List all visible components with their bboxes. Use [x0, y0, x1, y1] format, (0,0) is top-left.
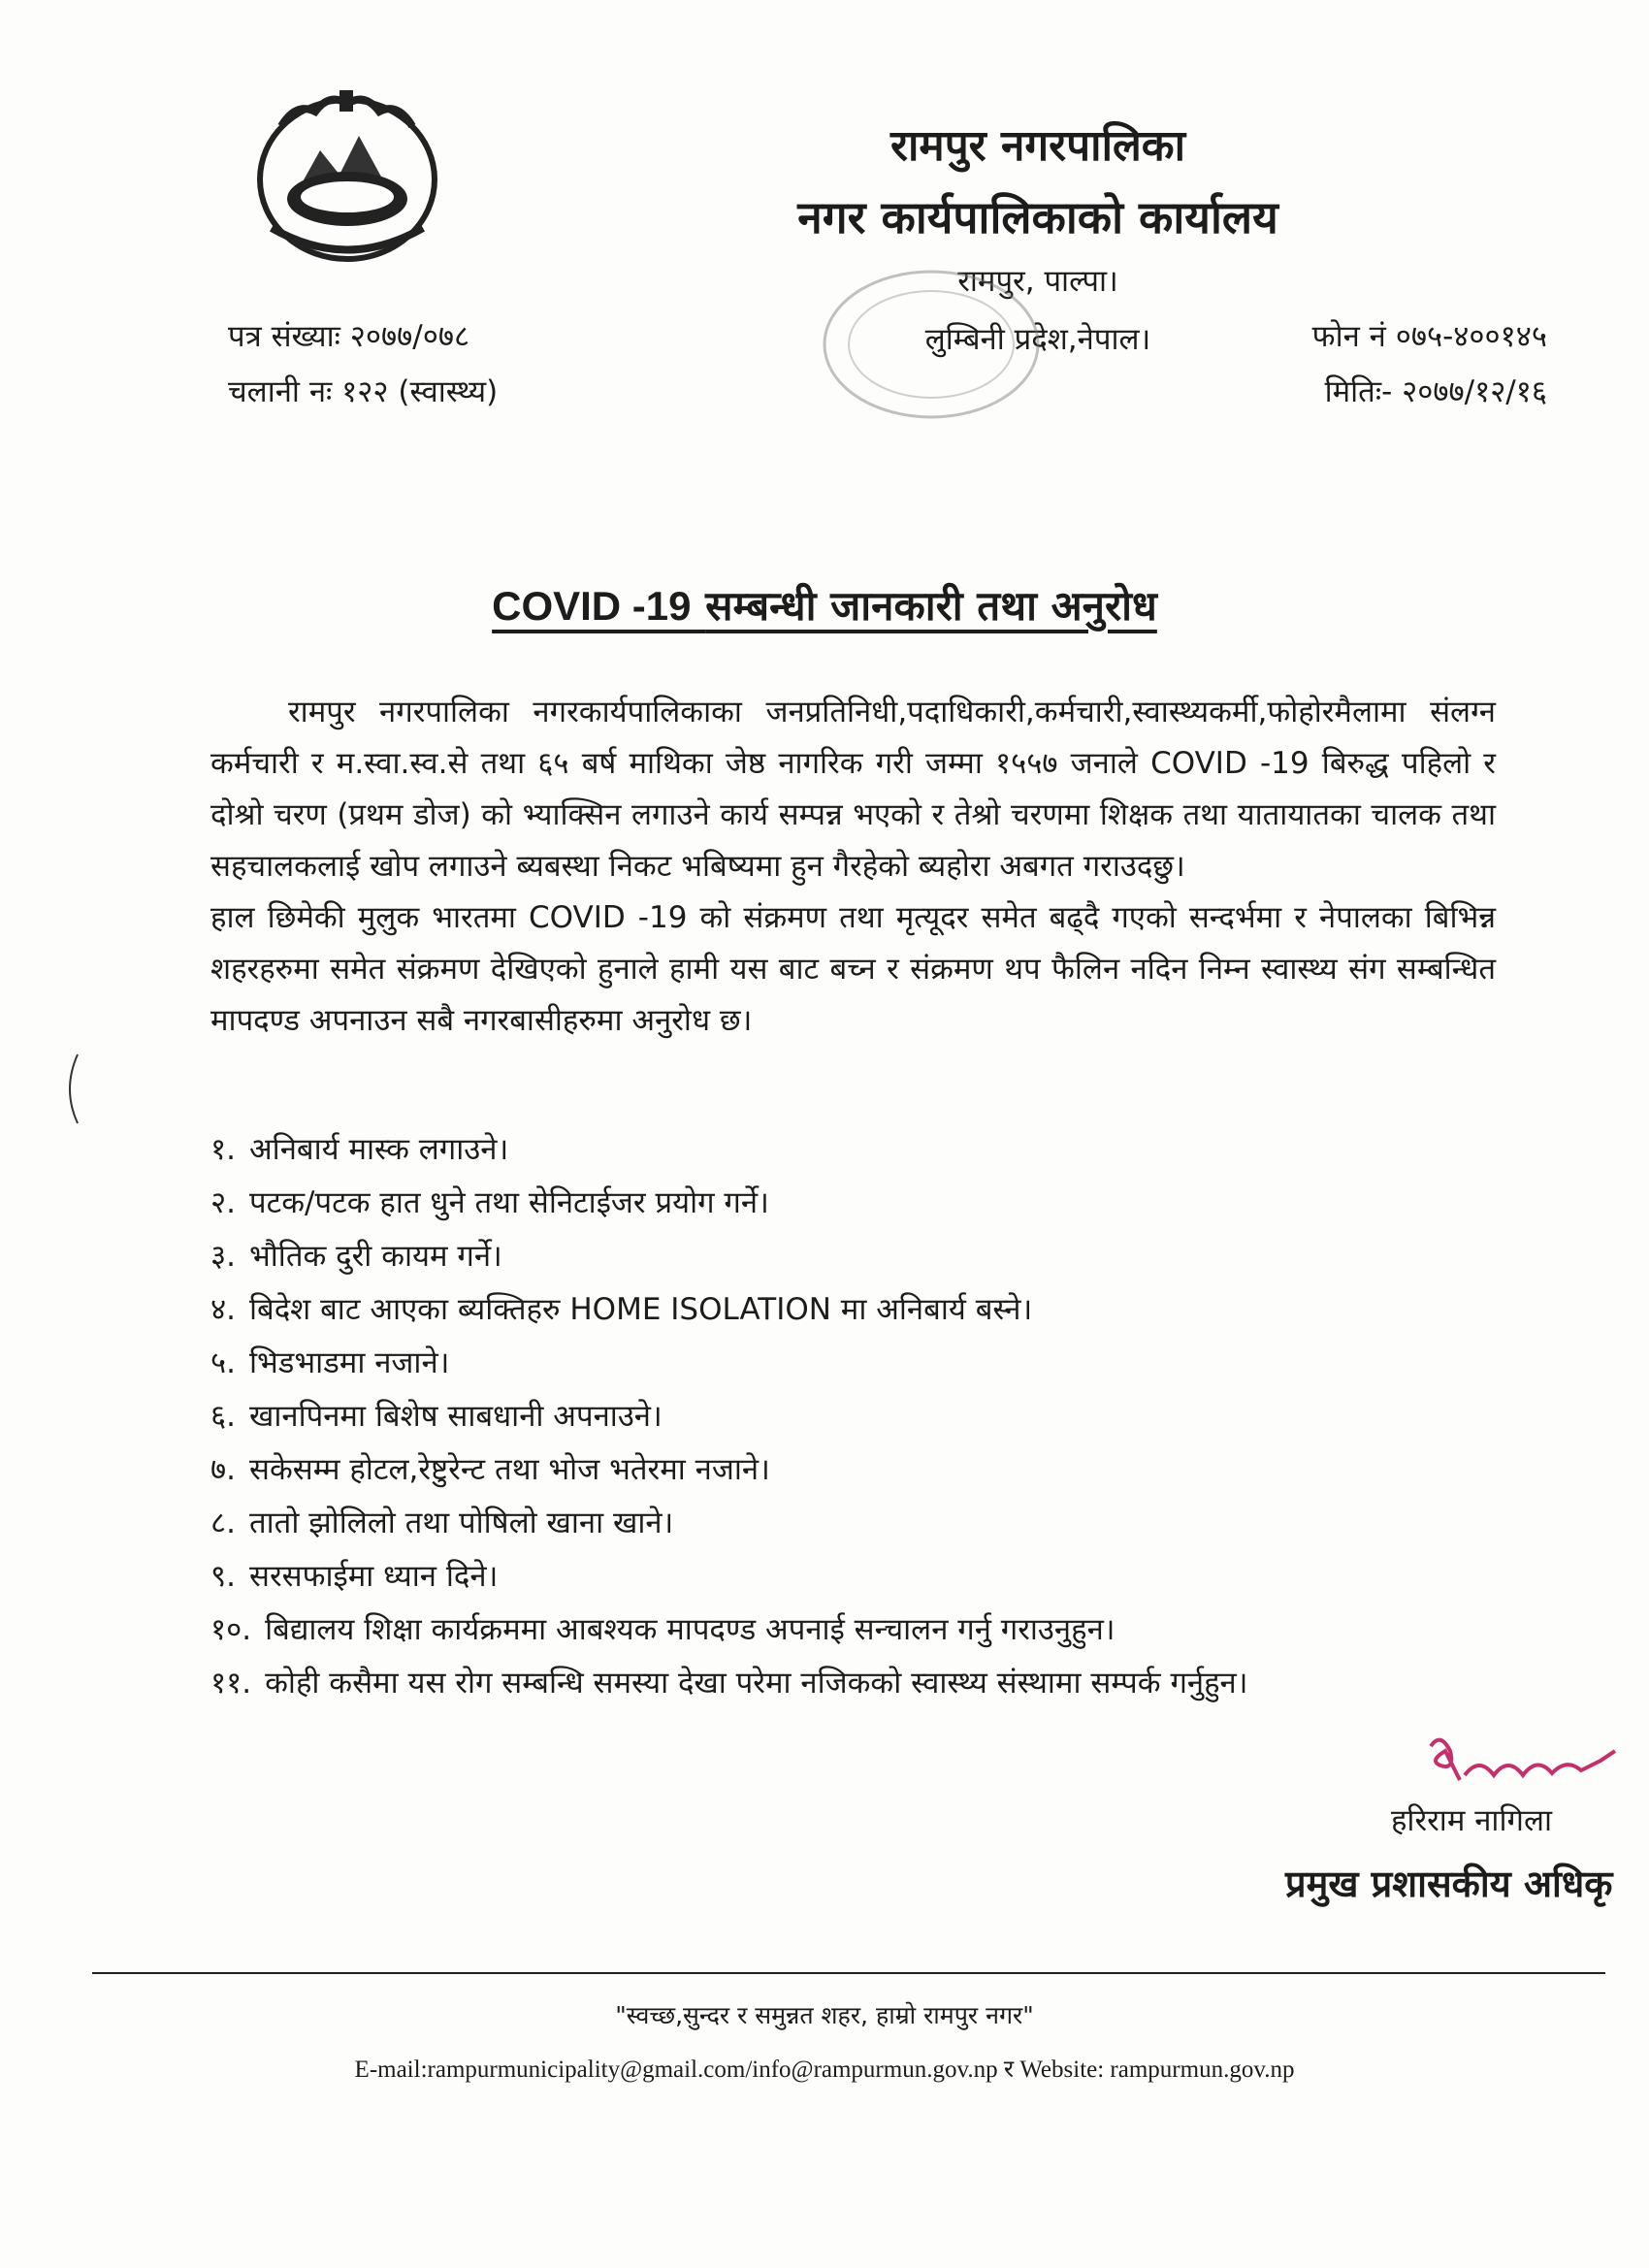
guideline-number: ७. — [210, 1452, 236, 1487]
org-name: रामपुर नगरपालिका — [889, 121, 1185, 171]
signatory-name: हरिराम नागिला — [1390, 1803, 1552, 1838]
guideline-item — [210, 1123, 1501, 1177]
guideline-text: बिदेश बाट आएका ब्यक्तिहरु HOME ISOLATION मा अनिबार्य बस्ने। — [248, 1292, 1033, 1327]
handwritten-signature-icon — [1421, 1727, 1625, 1799]
guideline-text: कोही कसैमा यस रोग सम्बन्धि समस्या देखा परेमा नजिकको स्वास्थ्य संस्थामा सम्पर्क गर्नुहुन। — [265, 1666, 1248, 1701]
guideline-number: ८. — [210, 1506, 236, 1540]
guideline-text: तातो झोलिलो तथा पोषिलो खाना खाने। — [248, 1506, 674, 1540]
guideline-number: २. — [210, 1185, 236, 1220]
footer-email: E-mail:rampurmunicipality@gmail.com/info@rampurmun.gov.np — [354, 2057, 998, 2083]
guideline-text: अनिबार्य मास्क लगाउने। — [248, 1132, 509, 1167]
guideline-text: भिडभाडमा नजाने। — [248, 1345, 450, 1380]
guideline-number: १. — [210, 1132, 236, 1167]
guideline-text: पटक/पटक हात धुने तथा सेनिटाईजर प्रयोग गर्ने। — [248, 1185, 769, 1220]
guideline-item — [210, 1497, 1501, 1550]
guideline-text: सकेसम्म होटल,रेष्टुरेन्ट तथा भोज भतेरमा नजाने। — [248, 1452, 770, 1487]
body-paragraph-1: रामपुर नगरपालिका नगरकार्यपालिकाका जनप्रतिनिधी,पदाधिकारी,कर्मचारी,स्वास्थ्यकर्मी,फोहोरमैलामा संलग्न कर्मचारी र म.स्वा.स्व.से तथा ६५ बर्ष माथिका जेष्ठ नागरिक गरी जम्मा १५५७ जनाले COVID -19 बिरुद्ध पहिलो र दोश्रो चरण (प्रथम डोज) को भ्याक्सिन लगाउने कार्य सम्पन्न भएको र तेश्रो चरणमा शिक्षक तथा यातायातका चालक तथा सहचालकलाई खोप लगाउने ब्यबस्था निकट भबिष्यमा हुन गैरहेको ब्यहोरा अबगत गराउदछु। — [210, 695, 1496, 884]
guideline-item — [210, 1657, 1501, 1710]
guideline-item — [210, 1230, 1501, 1283]
dispatch-number: चलानी नः १२२ (स्वास्थ्य) — [228, 374, 499, 409]
office-place: रामपुर, पाल्पा। — [957, 264, 1118, 299]
guideline-item — [210, 1337, 1501, 1390]
guideline-number: ४. — [210, 1292, 236, 1327]
letter-subject — [0, 577, 1649, 632]
office-province: लुम्बिनी प्रदेश,नेपाल। — [924, 322, 1151, 357]
phone-number: फोन नं ०७५-४००१४५ — [1311, 319, 1547, 354]
letter-number: पत्र संख्याः २०७७/०७८ — [228, 319, 470, 354]
guideline-text: खानपिनमा बिशेष साबधानी अपनाउने। — [248, 1399, 663, 1434]
signatory-title: प्रमुख प्रशासकीय अधिकृ — [1285, 1863, 1613, 1905]
letter-date: मितिः- २०७७/१२/१६ — [1324, 374, 1547, 409]
guidelines-list — [210, 1123, 1501, 1710]
footer-divider — [92, 1972, 1605, 1974]
subject-nepali: सम्बन्धी जानकारी तथा अनुरोध — [705, 582, 1157, 630]
guideline-text: सरसफाईमा ध्यान दिने। — [248, 1559, 499, 1594]
letter-body — [210, 687, 1496, 1047]
guideline-number: ३. — [210, 1239, 236, 1274]
subject-latin: COVID -19 — [492, 583, 692, 629]
footer-slogan: "स्वच्छ,सुन्दर र समुन्नत शहर, हाम्रो रामपुर नगर" — [615, 2001, 1034, 2029]
guideline-text: बिद्यालय शिक्षा कार्यक्रममा आबश्यक मापदण्ड अपनाई सन्चालन गर्नु गराउनुहुन। — [265, 1612, 1116, 1647]
footer-contact — [0, 2052, 1649, 2085]
office-stamp-icon — [810, 257, 1052, 432]
guideline-number: ५. — [210, 1345, 236, 1380]
guideline-item — [210, 1390, 1501, 1443]
office-name: नगर कार्यपालिकाको कार्यालय — [797, 191, 1278, 243]
guideline-number: ६. — [210, 1399, 236, 1434]
guideline-number: ११. — [210, 1666, 252, 1701]
footer-separator: र — [1003, 2055, 1015, 2083]
guideline-item — [210, 1550, 1501, 1604]
guideline-text: भौतिक दुरी कायम गर्ने। — [248, 1239, 502, 1274]
guideline-item — [210, 1443, 1501, 1497]
margin-bracket-mark — [60, 1053, 81, 1125]
footer-website: Website: rampurmun.gov.np — [1019, 2057, 1295, 2083]
guideline-item — [210, 1604, 1501, 1657]
guideline-number: ९. — [210, 1559, 236, 1594]
body-paragraph-2: हाल छिमेकी मुलुक भारतमा COVID -19 को संक्रमण तथा मृत्यूदर समेत बढ्दै गएको सन्दर्भमा र नेपालका बिभिन्न शहरहरुमा समेत संक्रमण देखिएको हुनाले हामी यस बाट बच्न र संक्रमण थप फैलिन नदिन निम्न स्वास्थ्य संग सम्बन्धित मापदण्ड अपनाउन सबै नगरबासीहरुमा अनुरोध छ। — [210, 900, 1496, 1038]
guideline-item — [210, 1177, 1501, 1230]
guideline-number: १०. — [210, 1612, 252, 1647]
guideline-item — [210, 1283, 1501, 1337]
